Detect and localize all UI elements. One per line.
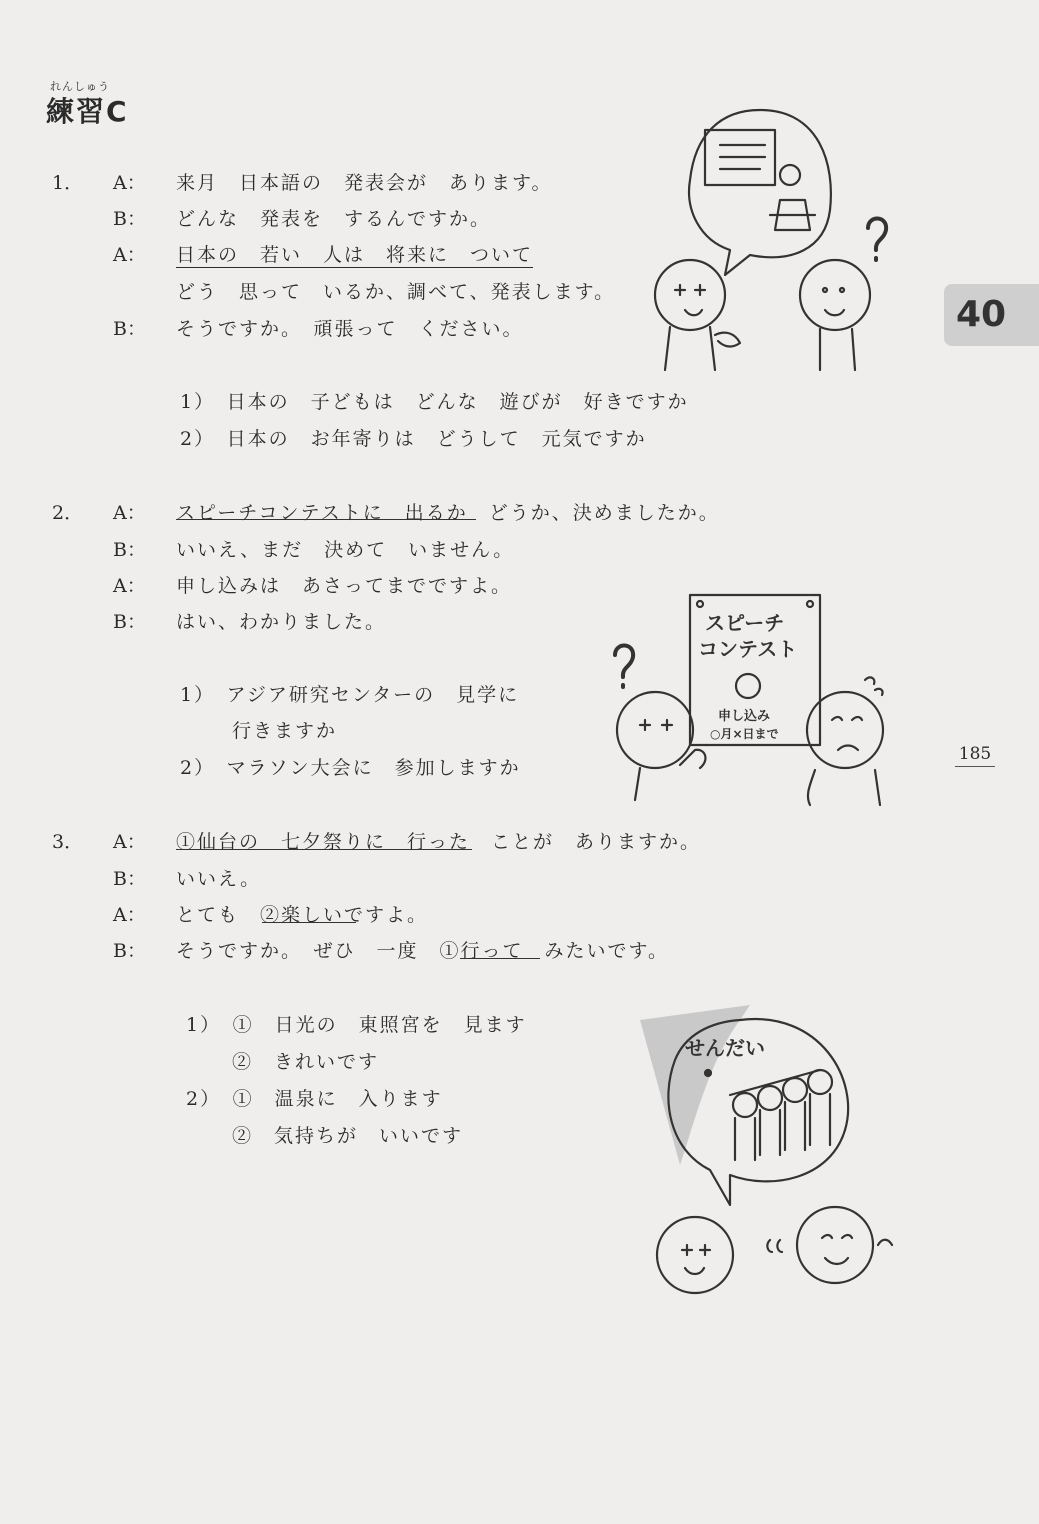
speaker-label: B：	[113, 208, 146, 230]
speaker-label: B：	[113, 539, 146, 561]
speech-contest-illustration	[600, 590, 900, 810]
dialogue-line: スピーチコンテストに 出るか どうか、決めましたか。	[176, 502, 720, 524]
poster-note-1: 申し込み	[718, 709, 771, 724]
chapter-tab	[944, 284, 1039, 346]
substitution-item: 2） マラソン大会に 参加しますか	[180, 757, 521, 779]
dialogue-line: どう 思って いるか、調べて、発表します。	[176, 281, 616, 303]
poster-title-1: スピーチ	[705, 611, 785, 635]
substitution-item: 1） アジア研究センターの 見学に	[180, 684, 520, 706]
exercise-number: 1．	[52, 172, 84, 194]
speaker-label: A：	[113, 502, 146, 524]
chapter-number: 40	[956, 294, 1007, 335]
substitution-item: 2） ① 温泉に 入ります	[186, 1088, 443, 1110]
speaker-label: A：	[113, 575, 146, 597]
substitution-item: ② きれいです	[232, 1051, 380, 1073]
speaker-label: A：	[113, 904, 146, 926]
title-ruby: れんしゅう	[50, 80, 110, 93]
speaker-label: B：	[113, 868, 146, 890]
underline	[262, 922, 356, 923]
substitution-item: 1） 日本の 子どもは どんな 遊びが 好きですか	[180, 391, 689, 413]
poster-title-2: コンテスト	[698, 637, 798, 661]
dialogue-line: とても ②楽しいですよ。	[176, 904, 429, 926]
underline	[176, 849, 472, 850]
page-title: 練習C	[46, 95, 129, 128]
dialogue-line: 日本の 若い 人は 将来に ついて	[176, 244, 534, 266]
exercise-number: 3．	[52, 831, 84, 853]
dialogue-line: いいえ。	[176, 868, 262, 890]
substitution-item: 2） 日本の お年寄りは どうして 元気ですか	[180, 428, 647, 450]
speaker-label: A：	[113, 831, 146, 853]
dialogue-line: どんな 発表を するんですか。	[176, 208, 492, 230]
speaker-label: B：	[113, 940, 146, 962]
speaker-label: B：	[113, 611, 146, 633]
underline	[176, 519, 476, 520]
substitution-item: ② 気持ちが いいです	[232, 1125, 464, 1147]
dialogue-line: そうですか。 ぜひ 一度 ①行って みたいです。	[176, 940, 669, 962]
tanabata-illustration	[620, 1000, 910, 1300]
dialogue-line: そうですか。 頑張って ください。	[176, 318, 524, 340]
speaker-label: A：	[113, 244, 146, 266]
poster-note-2: ○月×日まで	[710, 727, 779, 741]
presentation-illustration	[630, 105, 910, 375]
dialogue-line: 来月 日本語の 発表会が あります。	[176, 172, 553, 194]
dialogue-line: いいえ、まだ 決めて いません。	[176, 539, 515, 561]
dialogue-line: ①仙台の 七夕祭りに 行った ことが ありますか。	[176, 831, 702, 853]
speaker-label: B：	[113, 318, 146, 340]
dialogue-line: はい、わかりました。	[176, 611, 387, 633]
exercise-number: 2．	[52, 502, 84, 524]
map-label: せんだい	[685, 1036, 765, 1060]
substitution-item: 行きますか	[232, 720, 338, 742]
page-number: 185	[955, 744, 995, 767]
substitution-item: 1） ① 日光の 東照宮を 見ます	[186, 1014, 527, 1036]
speaker-label: A：	[113, 172, 146, 194]
dialogue-line: 申し込みは あさってまでですよ。	[176, 575, 513, 597]
underline	[460, 958, 540, 959]
